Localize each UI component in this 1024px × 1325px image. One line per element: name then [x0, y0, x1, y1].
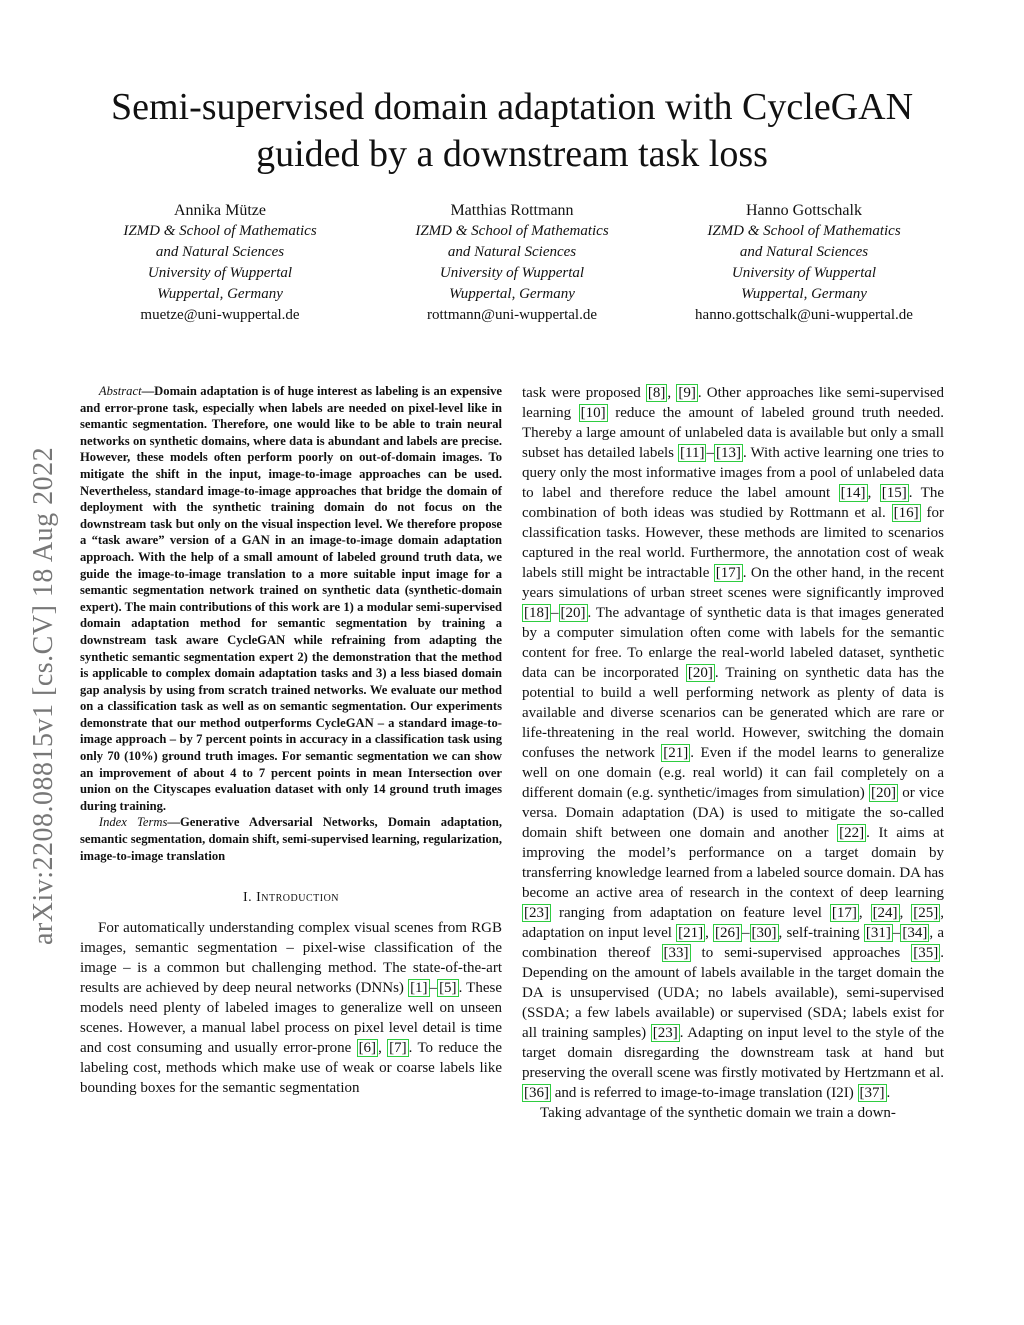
- right-paragraph-1: [522, 383, 944, 1103]
- text-run: . Training on synthetic data has the potential to build a well performing network as plenty of data is available and diverse scenarios can be generated which are rare or life-threatening in the real world. However, switching the domain confuses the network: [522, 665, 944, 761]
- index-terms-lead: Index Terms: [98, 815, 168, 830]
- citation-link[interactable]: [33]: [663, 945, 689, 961]
- text-run: ,: [858, 905, 871, 921]
- author-email[interactable]: muetze@uni-wuppertal.de: [140, 307, 300, 323]
- right-paragraph-2: Taking advantage of the synthetic domain we train a down-: [540, 1105, 896, 1121]
- text-run: , adaptation on input level: [522, 905, 945, 941]
- right-column: [522, 383, 944, 1123]
- intro-paragraph: [80, 918, 502, 1098]
- citation-link[interactable]: [17]: [831, 905, 857, 921]
- text-run: or vice versa. Domain adaptation (DA) is used to mitigate the so-called domain shift between one domain and another: [522, 785, 944, 841]
- text-run: –: [742, 925, 750, 941]
- text-run: , self-training: [778, 925, 864, 941]
- author-2: [372, 200, 652, 326]
- text-run: . On the other hand, in the recent years simulations of urban street scenes were significantly improved: [522, 565, 945, 601]
- text-run: ,: [705, 925, 714, 941]
- author-name: Hanno Gottschalk: [746, 202, 862, 219]
- text-run: for classification tasks. However, these methods are limited to scenarios captured in the real world. Furthermore, the annotation cost of weak labels still might be intractable: [522, 505, 944, 581]
- text-run: –: [706, 445, 714, 461]
- text-run: ,: [378, 1040, 388, 1057]
- paper-title: [60, 84, 964, 178]
- text-run: reduce the amount of labeled ground truth needed. Thereby a large amount of unlabeled data is available but only a small subset has detailed labels: [522, 405, 944, 461]
- text-run: . With active learning one tries to query only the most informative images from a pool of unlabeled data to label and therefore reduce the label amount: [522, 445, 944, 501]
- citation-link[interactable]: [7]: [389, 1040, 407, 1057]
- text-run: ,: [867, 485, 880, 501]
- citation-link[interactable]: [8]: [647, 385, 666, 401]
- citation-link[interactable]: [21]: [678, 925, 704, 941]
- title-line-2: guided by a downstream task loss: [256, 133, 768, 175]
- section-heading-introduction: I. Introduction: [242, 890, 340, 906]
- author-affiliation: University of Wuppertal: [147, 265, 293, 281]
- citation-link[interactable]: [5]: [439, 980, 457, 997]
- text-run: –: [892, 925, 901, 941]
- citation-link[interactable]: [13]: [715, 445, 741, 461]
- citation-link[interactable]: [20]: [687, 665, 713, 681]
- citation-link[interactable]: [36]: [524, 1085, 549, 1101]
- left-column: [80, 383, 502, 1098]
- citation-link[interactable]: [1]: [410, 980, 428, 997]
- citation-link[interactable]: [20]: [870, 785, 896, 801]
- author-3: [664, 200, 944, 326]
- author-affiliation: IZMD & School of Mathematics: [707, 223, 901, 239]
- citation-link[interactable]: [17]: [715, 565, 741, 581]
- text-run: . Other approaches like semi-supervised learning: [522, 385, 945, 421]
- abstract: [80, 383, 502, 814]
- citation-link[interactable]: [22]: [839, 825, 865, 841]
- abstract-lead: Abstract: [98, 384, 142, 398]
- author-email[interactable]: hanno.gottschalk@uni-wuppertal.de: [695, 307, 913, 323]
- text-run: . The combination of both ideas was studied by Rottmann et al.: [522, 485, 945, 521]
- author-name: Matthias Rottmann: [450, 202, 574, 219]
- citation-link[interactable]: [11]: [680, 445, 705, 461]
- citation-link[interactable]: [18]: [524, 605, 549, 621]
- text-run: . Even if the model learns to generalize well on one domain (e.g. real world) it can fail completely on a different domain (e.g. synthetic/images from simulation): [522, 745, 944, 801]
- text-run: , a combination thereof: [522, 925, 944, 961]
- text-run: . The advantage of synthetic data is that images generated by a computer simulation often come with labels for the semantic content for free. To enlarge the real-world labeled dataset, synthetic data can be incorporated: [522, 605, 944, 681]
- author-affiliation: University of Wuppertal: [731, 265, 877, 281]
- text-run: and is referred to image-to-image translation (I2I): [551, 1085, 858, 1101]
- citation-link[interactable]: [37]: [859, 1085, 885, 1101]
- text-run: . These models need plenty of labeled images to generalize well on unseen scenes. However, a manual label process on pixel level detail is time and cost consuming and usually error-prone: [80, 980, 503, 1057]
- citation-link[interactable]: [23]: [524, 905, 549, 921]
- index-terms-text: —Generative Adversarial Networks, Domain adaptation, semantic segmentation, domain shift, semi-supervised learning, regularization, image-to-image translation: [80, 815, 502, 863]
- citation-link[interactable]: [25]: [913, 905, 939, 921]
- text-run: For automatically understanding complex visual scenes from RGB images, semantic segmentation – pixel-wise classification of the image – is a common but challenging method. The state-of-the-art results are achieved by deep neural networks (DNNs): [80, 920, 502, 997]
- text-run: ,: [899, 905, 912, 921]
- citation-link[interactable]: [31]: [865, 925, 891, 941]
- citation-link[interactable]: [21]: [663, 745, 689, 761]
- text-run: . Depending on the amount of labels available in the target domain the DA is unsupervised (UDA; no labels available), semi-supervised (SSDA; a few labels available) or supervised (SDA; labels exist for all training samples): [522, 945, 945, 1041]
- text-run: –: [429, 980, 438, 997]
- text-run: . It aims at improving the model’s performance on a target domain by transferring knowledge learned from a labeled source domain. DA has become an active area of research in the context of deep learning: [522, 825, 944, 901]
- arxiv-stamp: arXiv:2208.08815v1 [cs.CV] 18 Aug 2022: [28, 446, 59, 945]
- author-affiliation: and Natural Sciences: [739, 244, 869, 260]
- text-run: . To reduce the labeling cost, methods which make use of weak or coarse labels like bounding boxes for the semantic segmentation: [80, 1040, 502, 1097]
- citation-link[interactable]: [6]: [358, 1040, 377, 1057]
- text-run: task were proposed: [522, 385, 646, 401]
- author-1: [80, 200, 360, 326]
- citation-link[interactable]: [15]: [881, 485, 907, 501]
- author-affiliation: Wuppertal, Germany: [157, 286, 283, 302]
- author-affiliation: IZMD & School of Mathematics: [415, 223, 609, 239]
- citation-link[interactable]: [30]: [751, 925, 777, 941]
- citation-link[interactable]: [20]: [560, 605, 586, 621]
- citation-link[interactable]: [14]: [840, 485, 866, 501]
- abstract-text: —Domain adaptation is of huge interest as labeling is an expensive and error-prone task, especially when labels are needed on pixel-level like in semantic segmentation. Therefore, one would like to be able to train neural networks on synthetic domains, where data is abundant and labels are precise. However, these models often perform poorly on out-of-domain images. To mitigate the shift in the input, image-to-image approaches can be used. Nevertheless, standard image-to-image approaches that bridge the domain of deployment with the synthetic training domain do not focus on the downstream task but only on the visual inspection level. We therefore propose a “task aware” version of a GAN in an image-to-image domain adaptation approach. With the help of a small amount of labeled ground truth data, we guide the image-to-image translation to a more suitable input image for a semantic segmentation network trained on synthetic data (synthetic-domain expert). The main contributions of this work are 1) a modular semi-supervised domain adaptation method for semantic segmentation by training a downstream task aware CycleGAN while refraining from adapting the synthetic semantic segmentation expert 2) the demonstration that the method is applicable to complex domain adaptation tasks and 3) a less biased domain gap analysis by using from scratch trained networks. We evaluate our method on a classification task as well as on semantic segmentation. Our experiments demonstrate that our method outperforms CycleGAN – a standard image-to-image approach – by 7 percent points in accuracy in a classification task using only 70 (10%) ground truth images. For semantic segmentation we can show an improvement of about 4 to 7 percent points in mean Intersection over union on the Cityscapes evaluation dataset with only 14 ground truth images during training.: [80, 384, 502, 813]
- citation-link[interactable]: [9]: [678, 385, 696, 401]
- author-block: [80, 200, 944, 326]
- author-affiliation: IZMD & School of Mathematics: [123, 223, 317, 239]
- author-affiliation: Wuppertal, Germany: [741, 286, 867, 302]
- author-affiliation: Wuppertal, Germany: [449, 286, 575, 302]
- author-email[interactable]: rottmann@uni-wuppertal.de: [426, 307, 598, 323]
- text-run: ranging from adaptation on feature level: [551, 905, 830, 921]
- citation-link[interactable]: [26]: [715, 925, 741, 941]
- author-affiliation: and Natural Sciences: [155, 244, 285, 260]
- text-run: –: [551, 605, 559, 621]
- citation-link[interactable]: [35]: [913, 945, 939, 961]
- citation-link[interactable]: [16]: [893, 505, 919, 521]
- citation-link[interactable]: [10]: [580, 405, 606, 421]
- author-affiliation: and Natural Sciences: [447, 244, 577, 260]
- citation-link[interactable]: [34]: [902, 925, 928, 941]
- text-run: . Adapting on input level to the style of the target domain disregarding the downstream task at hand but preserving the overall scene was firstly motivated by Hertzmann et al.: [522, 1025, 944, 1081]
- author-affiliation: University of Wuppertal: [439, 265, 585, 281]
- text-run: ,: [667, 385, 677, 401]
- citation-link[interactable]: [24]: [872, 905, 898, 921]
- text-run: .: [886, 1085, 891, 1101]
- author-name: Annika Mütze: [174, 202, 266, 219]
- text-run: to semi-supervised approaches: [690, 945, 912, 961]
- index-terms: [80, 814, 502, 864]
- citation-link[interactable]: [23]: [652, 1025, 678, 1041]
- title-line-1: Semi-supervised domain adaptation with CycleGAN: [110, 86, 914, 128]
